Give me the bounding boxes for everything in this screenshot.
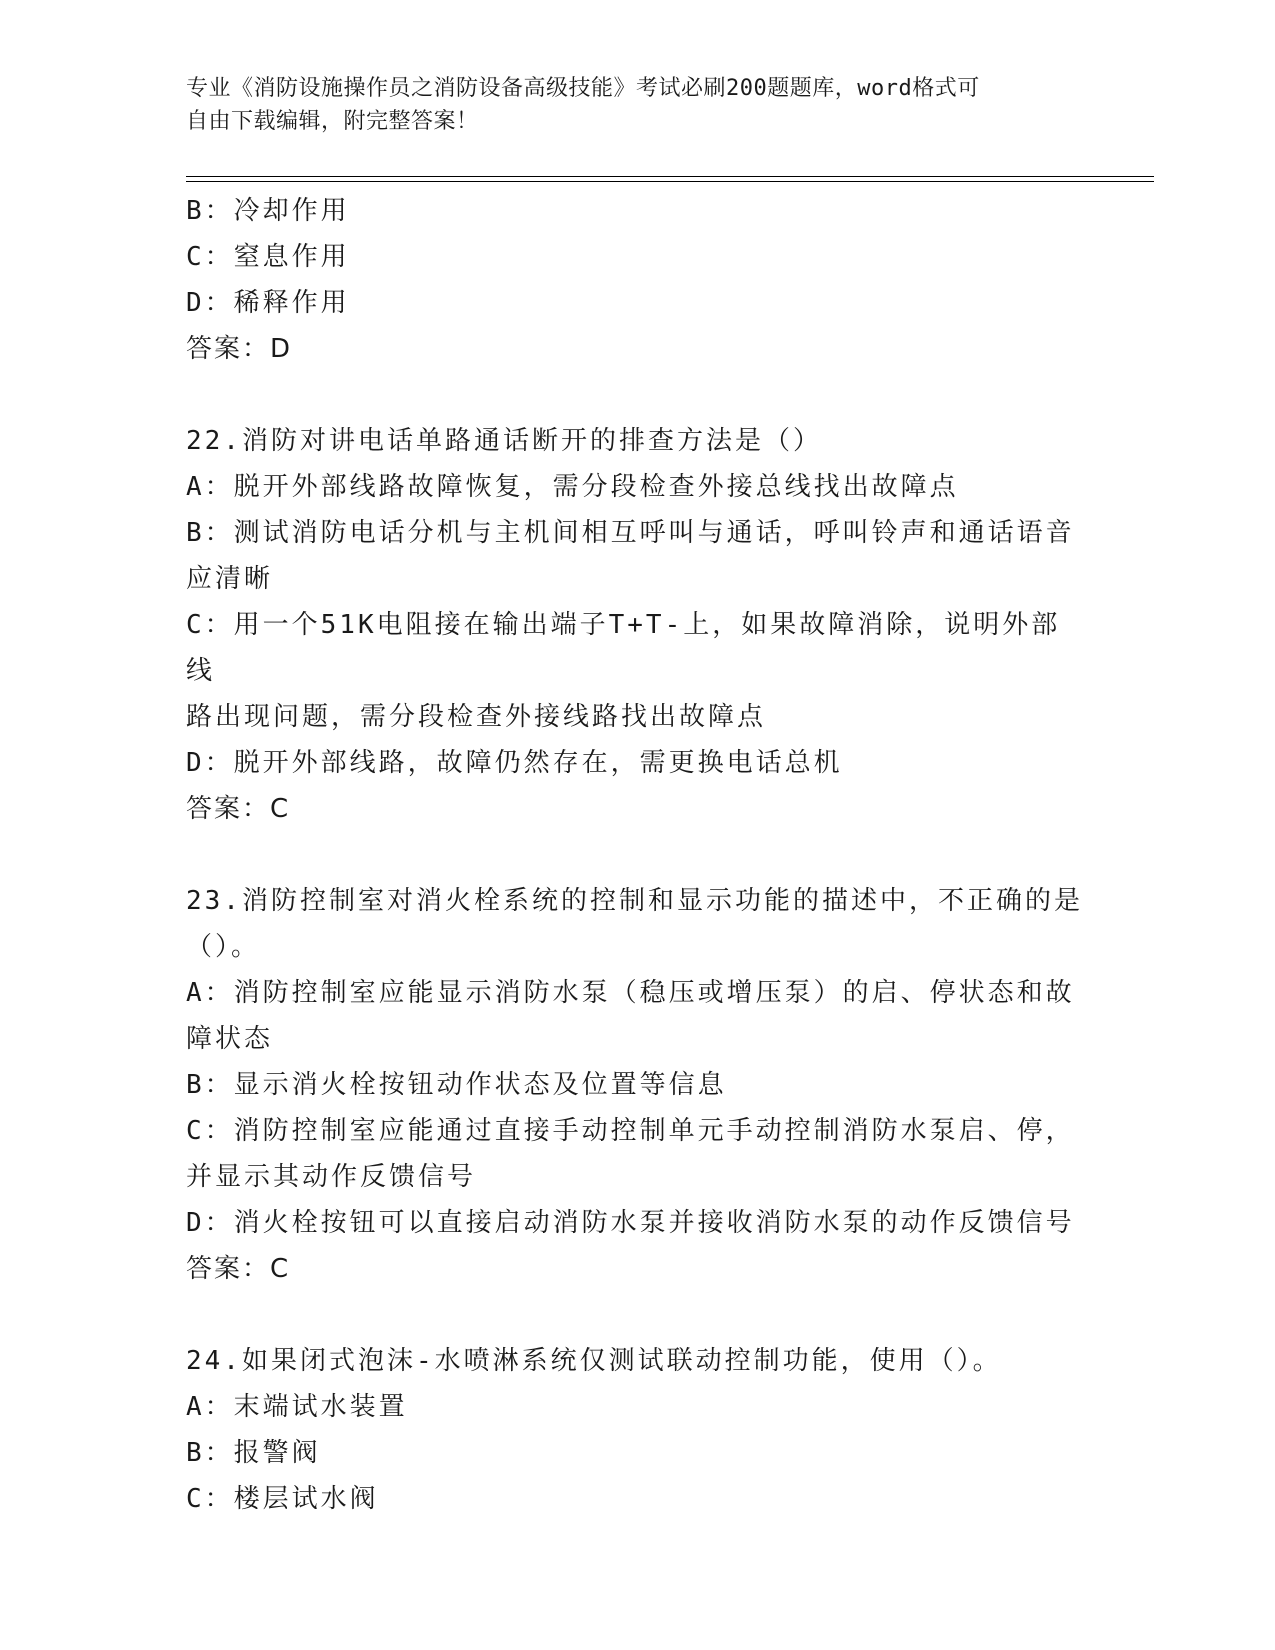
option-c: C：用一个51K电阻接在输出端子T+T-上，如果故障消除，说明外部线 [186,610,1061,686]
option-a-continued: 障状态 [186,1024,274,1054]
question-stem-continued: （）。 [186,932,261,962]
option-c: C：消防控制室应能通过直接手动控制单元手动控制消防水泵启、停， [186,1116,1075,1146]
option-d: D：脱开外部线路，故障仍然存在，需更换电话总机 [186,748,843,778]
option-d: D：消火栓按钮可以直接启动消防水泵并接收消防水泵的动作反馈信号 [186,1208,1075,1238]
answer-line: 答案：C [186,794,291,824]
question-stem: 24.如果闭式泡沫-水喷淋系统仅测试联动控制功能，使用（）。 [186,1346,1002,1376]
header-divider-top [186,176,1154,177]
option-a: A：消防控制室应能显示消防水泵（稳压或增压泵）的启、停状态和故 [186,978,1075,1008]
option-c-continued: 路出现问题，需分段检查外接线路找出故障点 [186,702,767,732]
question-23 [186,878,1086,1292]
option-b: B：报警阀 [186,1438,321,1468]
question-24 [186,1338,1086,1522]
document-header [186,72,1066,138]
option-c-continued: 并显示其动作反馈信号 [186,1162,477,1192]
option-b-continued: 应清晰 [186,564,274,594]
option-c: C：楼层试水阀 [186,1484,379,1514]
header-divider-bottom [186,181,1154,182]
question-spacer [186,372,1086,418]
header-line-1: 专业《消防设施操作员之消防设备高级技能》考试必刷200题题库，word格式可 [186,76,980,101]
answer-line: 答案：D [186,334,293,364]
question-21-tail [186,188,1086,372]
question-spacer [186,1292,1086,1338]
header-line-2: 自由下载编辑，附完整答案！ [186,109,479,134]
question-stem: 22.消防对讲电话单路通话断开的排查方法是（） [186,426,822,456]
question-spacer [186,832,1086,878]
question-list [186,188,1086,1522]
option-b: B：冷却作用 [186,196,350,226]
question-22 [186,418,1086,832]
option-c: C：窒息作用 [186,242,350,272]
question-stem: 23.消防控制室对消火栓系统的控制和显示功能的描述中，不正确的是 [186,886,1083,916]
option-a: A：末端试水装置 [186,1392,408,1422]
option-a: A：脱开外部线路故障恢复，需分段检查外接总线找出故障点 [186,472,959,502]
answer-line: 答案：C [186,1254,291,1284]
option-b: B：测试消防电话分机与主机间相互呼叫与通话，呼叫铃声和通话语音 [186,518,1075,548]
option-b: B：显示消火栓按钮动作状态及位置等信息 [186,1070,727,1100]
option-d: D：稀释作用 [186,288,350,318]
